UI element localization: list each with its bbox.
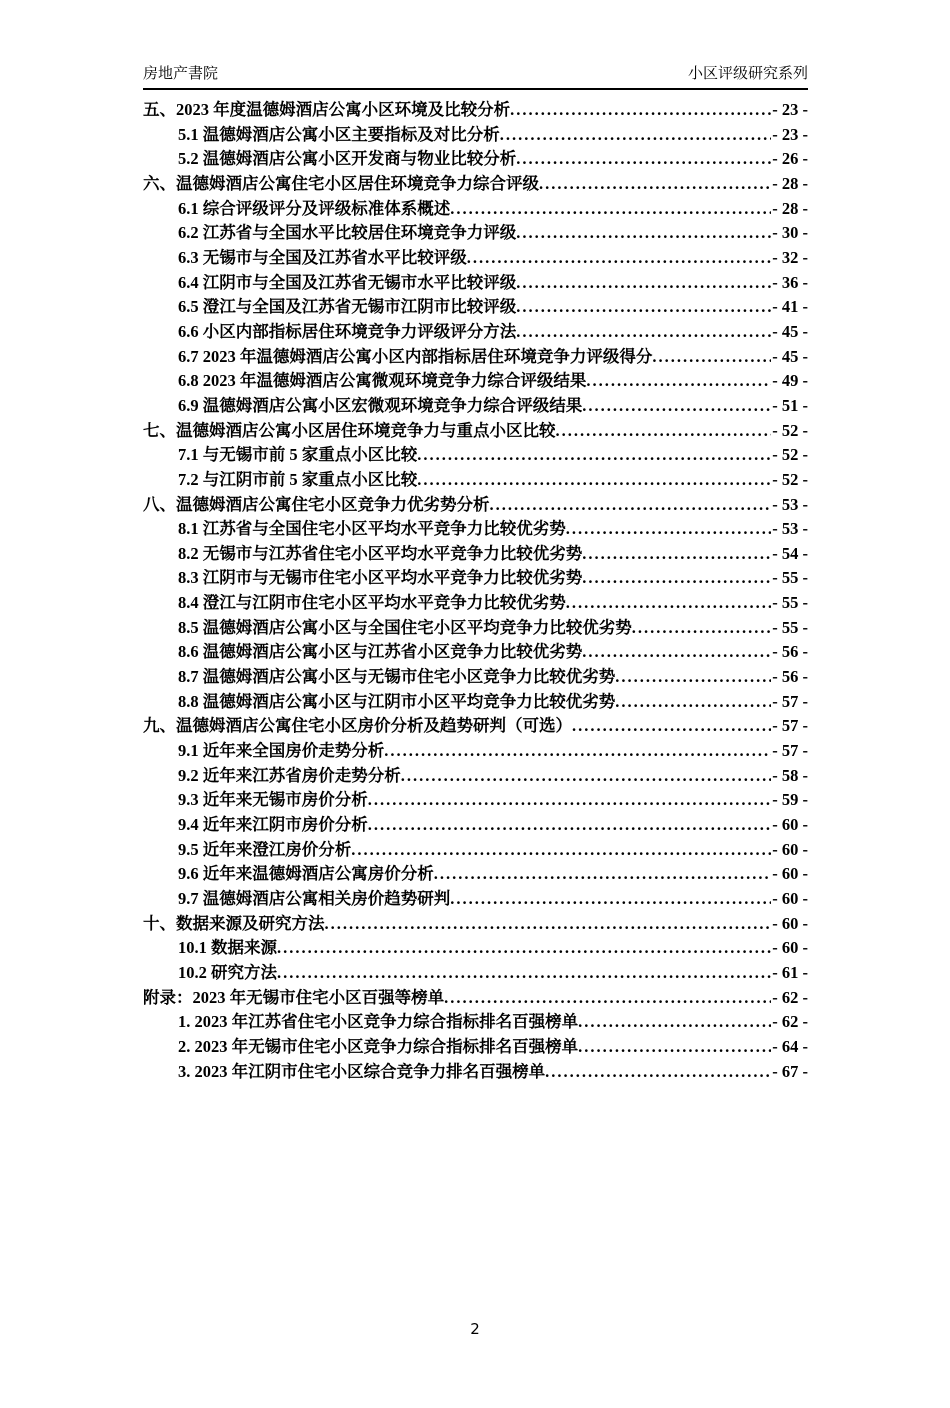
toc-entry-page: - 62 - xyxy=(772,1012,808,1032)
toc-entry-page: - 26 - xyxy=(772,149,808,169)
toc-entry-page: - 60 - xyxy=(772,839,808,859)
toc-entry-label: 六、温德姆酒店公寓住宅小区居住环境竞争力综合评级 xyxy=(143,173,539,193)
toc-entry xyxy=(143,936,808,961)
toc-entry-page: - 23 - xyxy=(772,100,808,119)
toc-dot-leader xyxy=(500,123,772,148)
toc-entry xyxy=(143,665,808,690)
toc-entry-page: - 28 - xyxy=(772,173,808,193)
toc-entry-label: 9.6 近年来温德姆酒店公寓房价分析 xyxy=(178,864,434,884)
toc-entry-page: - 60 - xyxy=(772,815,808,835)
toc-dot-leader xyxy=(450,887,771,912)
toc-dot-leader xyxy=(566,591,772,616)
toc-entry xyxy=(143,912,808,937)
toc-entry xyxy=(143,591,808,616)
toc-entry xyxy=(143,468,808,493)
toc-dot-leader xyxy=(582,566,771,591)
toc-dot-leader xyxy=(351,838,771,863)
toc-dot-leader xyxy=(401,764,772,789)
toc-entry-label: 9.2 近年来江苏省房价走势分析 xyxy=(178,765,401,785)
toc-entry xyxy=(143,1010,808,1035)
toc-dot-leader xyxy=(632,616,772,641)
toc-entry-label: 8.6 温德姆酒店公寓小区与江苏省小区竞争力比较优劣势 xyxy=(178,642,583,662)
toc-entry-label: 9.7 温德姆酒店公寓相关房价趋势研判 xyxy=(178,889,451,908)
toc-dot-leader xyxy=(277,936,771,961)
toc-entry-label: 九、温德姆酒店公寓住宅小区房价分析及趋势研判（可选） xyxy=(143,716,572,736)
toc-entry xyxy=(143,419,808,444)
toc-entry-page: - 55 - xyxy=(772,593,808,613)
toc-entry-page: - 55 - xyxy=(772,617,808,637)
toc-entry-label: 十、数据来源及研究方法 xyxy=(143,913,325,933)
toc-dot-leader xyxy=(615,690,771,715)
toc-dot-leader xyxy=(434,862,772,887)
toc-entry-page: - 56 - xyxy=(772,642,808,662)
toc-entry-page: - 57 - xyxy=(772,691,808,711)
toc-entry xyxy=(143,739,808,764)
toc-entry xyxy=(143,517,808,542)
toc-entry-page: - 56 - xyxy=(772,667,808,687)
toc-entry xyxy=(143,271,808,296)
toc-dot-leader xyxy=(582,542,771,567)
toc-entry xyxy=(143,221,808,246)
toc-dot-leader xyxy=(450,197,771,222)
toc-entry-label: 6.1 综合评级评分及评级标准体系概述 xyxy=(178,198,451,218)
toc-entry-label: 七、温德姆酒店公寓小区居住环境竞争力与重点小区比较 xyxy=(143,420,556,440)
toc-entry-label: 8.8 温德姆酒店公寓小区与江阴市小区平均竞争力比较优劣势 xyxy=(178,691,616,711)
toc-dot-leader xyxy=(325,912,772,937)
toc-entry-label: 6.5 澄江与全国及江苏省无锡市江阴市比较评级 xyxy=(178,297,517,317)
toc-dot-leader xyxy=(417,468,771,493)
toc-entry-label: 7.2 与江阴市前 5 家重点小区比较 xyxy=(178,469,418,489)
toc-dot-leader xyxy=(516,147,771,172)
toc-entry-label: 2. 2023 年无锡市住宅小区竞争力综合指标排名百强榜单 xyxy=(178,1036,579,1056)
toc-entry-label: 8.7 温德姆酒店公寓小区与无锡市住宅小区竞争力比较优劣势 xyxy=(178,667,616,687)
toc-dot-leader xyxy=(539,172,771,197)
toc-entry-label: 8.4 澄江与江阴市住宅小区平均水平竞争力比较优劣势 xyxy=(178,593,566,613)
toc-entry-page: - 54 - xyxy=(772,543,808,563)
toc-entry xyxy=(143,295,808,320)
toc-entry xyxy=(143,246,808,271)
toc-entry-label: 9.4 近年来江阴市房价分析 xyxy=(178,815,368,835)
toc-entry-page: - 57 - xyxy=(772,716,808,736)
header-right-title: 小区评级研究系列 xyxy=(687,64,808,82)
toc-entry xyxy=(143,320,808,345)
toc-entry xyxy=(143,838,808,863)
toc-entry-page: - 45 - xyxy=(772,321,808,341)
toc-dot-leader xyxy=(582,640,771,665)
toc-dot-leader xyxy=(277,961,771,986)
toc-entry-label: 3. 2023 年江阴市住宅小区综合竞争力排名百强榜单 xyxy=(178,1061,546,1081)
toc-entry-label: 10.2 研究方法 xyxy=(178,962,277,982)
toc-entry xyxy=(143,394,808,419)
toc-entry-label: 9.3 近年来无锡市房价分析 xyxy=(178,790,368,810)
toc-entry-page: - 52 - xyxy=(772,420,808,440)
toc-entry-label: 6.2 江苏省与全国水平比较居住环境竞争力评级 xyxy=(178,223,517,243)
toc-entry-label: 8.1 江苏省与全国住宅小区平均水平竞争力比较优劣势 xyxy=(178,519,566,539)
toc-entry xyxy=(143,345,808,370)
toc-entry-page: - 60 - xyxy=(772,913,808,933)
toc-entry-page: - 60 - xyxy=(772,938,808,958)
toc-dot-leader xyxy=(545,1060,771,1085)
toc-entry-page: - 41 - xyxy=(772,297,808,317)
toc-dot-leader xyxy=(566,517,772,542)
toc-dot-leader xyxy=(516,271,771,296)
toc-entry-label: 6.4 江阴市与全国及江苏省无锡市水平比较评级 xyxy=(178,272,517,292)
toc-entry xyxy=(143,1035,808,1060)
toc-dot-leader xyxy=(467,246,772,271)
toc-entry-label: 5.2 温德姆酒店公寓小区开发商与物业比较分析 xyxy=(178,149,517,169)
toc-dot-leader xyxy=(516,221,771,246)
toc-entry-page: - 51 - xyxy=(772,395,808,415)
toc-entry xyxy=(143,566,808,591)
toc-dot-leader xyxy=(578,1010,771,1035)
toc-entry-page: - 28 - xyxy=(772,198,808,218)
toc-entry xyxy=(143,369,808,394)
toc-entry-label: 6.7 2023 年温德姆酒店公寓小区内部指标居住环境竞争力评级得分 xyxy=(178,346,653,366)
toc-entry-page: - 60 - xyxy=(772,889,808,908)
toc-dot-leader xyxy=(444,986,771,1011)
toc-entry xyxy=(143,1060,808,1085)
toc-dot-leader xyxy=(516,320,771,345)
toc-entry xyxy=(143,961,808,986)
toc-entry-page: - 57 - xyxy=(772,741,808,761)
toc-entry-label: 八、温德姆酒店公寓住宅小区竞争力优劣势分析 xyxy=(143,494,490,514)
toc-entry xyxy=(143,443,808,468)
toc-dot-leader xyxy=(490,493,772,518)
toc-entry xyxy=(143,887,808,912)
toc-entry-label: 8.5 温德姆酒店公寓小区与全国住宅小区平均竞争力比较优劣势 xyxy=(178,617,632,637)
toc-entry-label: 5.1 温德姆酒店公寓小区主要指标及对比分析 xyxy=(178,124,500,144)
toc-entry xyxy=(143,714,808,739)
toc-dot-leader xyxy=(516,295,771,320)
toc-entry-page: - 64 - xyxy=(772,1036,808,1056)
toc-entry-label: 9.5 近年来澄江房价分析 xyxy=(178,839,352,859)
toc-entry-label: 6.9 温德姆酒店公寓小区宏微观环境竞争力综合评级结果 xyxy=(178,395,583,415)
toc-entry xyxy=(143,616,808,641)
toc-entry-label: 五、2023 年度温德姆酒店公寓小区环境及比较分析 xyxy=(143,100,511,119)
toc-entry-page: - 32 - xyxy=(772,247,808,267)
toc-entry-label: 附录：2023 年无锡市住宅小区百强等榜单 xyxy=(143,987,445,1007)
toc-entry-label: 1. 2023 年江苏省住宅小区竞争力综合指标排名百强榜单 xyxy=(178,1012,579,1032)
toc-entry-page: - 45 - xyxy=(772,346,808,366)
toc-entry xyxy=(143,172,808,197)
page-number: 2 xyxy=(470,1320,480,1338)
toc-entry xyxy=(143,197,808,222)
toc-entry-page: - 61 - xyxy=(772,962,808,982)
toc-entry-page: - 60 - xyxy=(772,864,808,884)
toc-entry xyxy=(143,98,808,123)
page-header xyxy=(143,64,808,90)
toc-dot-leader xyxy=(572,714,771,739)
toc-entry-label: 6.6 小区内部指标居住环境竞争力评级评分方法 xyxy=(178,321,517,341)
toc-dot-leader xyxy=(586,369,771,394)
toc-entry-page: - 52 - xyxy=(772,469,808,489)
toc-dot-leader xyxy=(368,813,772,838)
toc-dot-leader xyxy=(578,1035,771,1060)
toc-entry xyxy=(143,542,808,567)
toc-entry-page: - 52 - xyxy=(772,445,808,465)
toc-entry xyxy=(143,690,808,715)
toc-entry-label: 9.1 近年来全国房价走势分析 xyxy=(178,741,385,761)
toc-entry-page: - 30 - xyxy=(772,223,808,243)
toc-entry-page: - 49 - xyxy=(772,371,808,391)
toc-entry-page: - 55 - xyxy=(772,568,808,588)
toc-dot-leader xyxy=(582,394,771,419)
toc-entry-page: - 53 - xyxy=(772,494,808,514)
toc-entry-label: 7.1 与无锡市前 5 家重点小区比较 xyxy=(178,445,418,465)
toc-dot-leader xyxy=(417,443,771,468)
toc-entry-page: - 59 - xyxy=(772,790,808,810)
toc-entry xyxy=(143,123,808,148)
toc-entry-label: 10.1 数据来源 xyxy=(178,938,277,958)
toc-list xyxy=(143,98,808,1084)
toc-entry-page: - 36 - xyxy=(772,272,808,292)
toc-entry xyxy=(143,640,808,665)
toc-entry xyxy=(143,986,808,1011)
toc-entry-page: - 23 - xyxy=(772,124,808,144)
toc-entry-label: 8.3 江阴市与无锡市住宅小区平均水平竞争力比较优劣势 xyxy=(178,568,583,588)
toc-dot-leader xyxy=(556,419,772,444)
toc-entry-page: - 58 - xyxy=(772,765,808,785)
toc-entry xyxy=(143,788,808,813)
header-left-title: 房地产書院 xyxy=(143,64,219,82)
toc-entry xyxy=(143,813,808,838)
toc-entry-page: - 67 - xyxy=(772,1061,808,1081)
toc-entry-label: 6.3 无锡市与全国及江苏省水平比较评级 xyxy=(178,247,467,267)
toc-dot-leader xyxy=(615,665,771,690)
toc-entry xyxy=(143,493,808,518)
toc-entry xyxy=(143,764,808,789)
toc-entry-page: - 62 - xyxy=(772,987,808,1007)
toc-entry-label: 6.8 2023 年温德姆酒店公寓微观环境竞争力综合评级结果 xyxy=(178,371,587,391)
toc-entry-page: - 53 - xyxy=(772,519,808,539)
toc-dot-leader xyxy=(384,739,771,764)
toc-dot-leader xyxy=(510,98,771,123)
toc-entry xyxy=(143,147,808,172)
toc-entry xyxy=(143,862,808,887)
toc-dot-leader xyxy=(368,788,772,813)
toc-entry-label: 8.2 无锡市与江苏省住宅小区平均水平竞争力比较优劣势 xyxy=(178,543,583,563)
toc-dot-leader xyxy=(652,345,771,370)
